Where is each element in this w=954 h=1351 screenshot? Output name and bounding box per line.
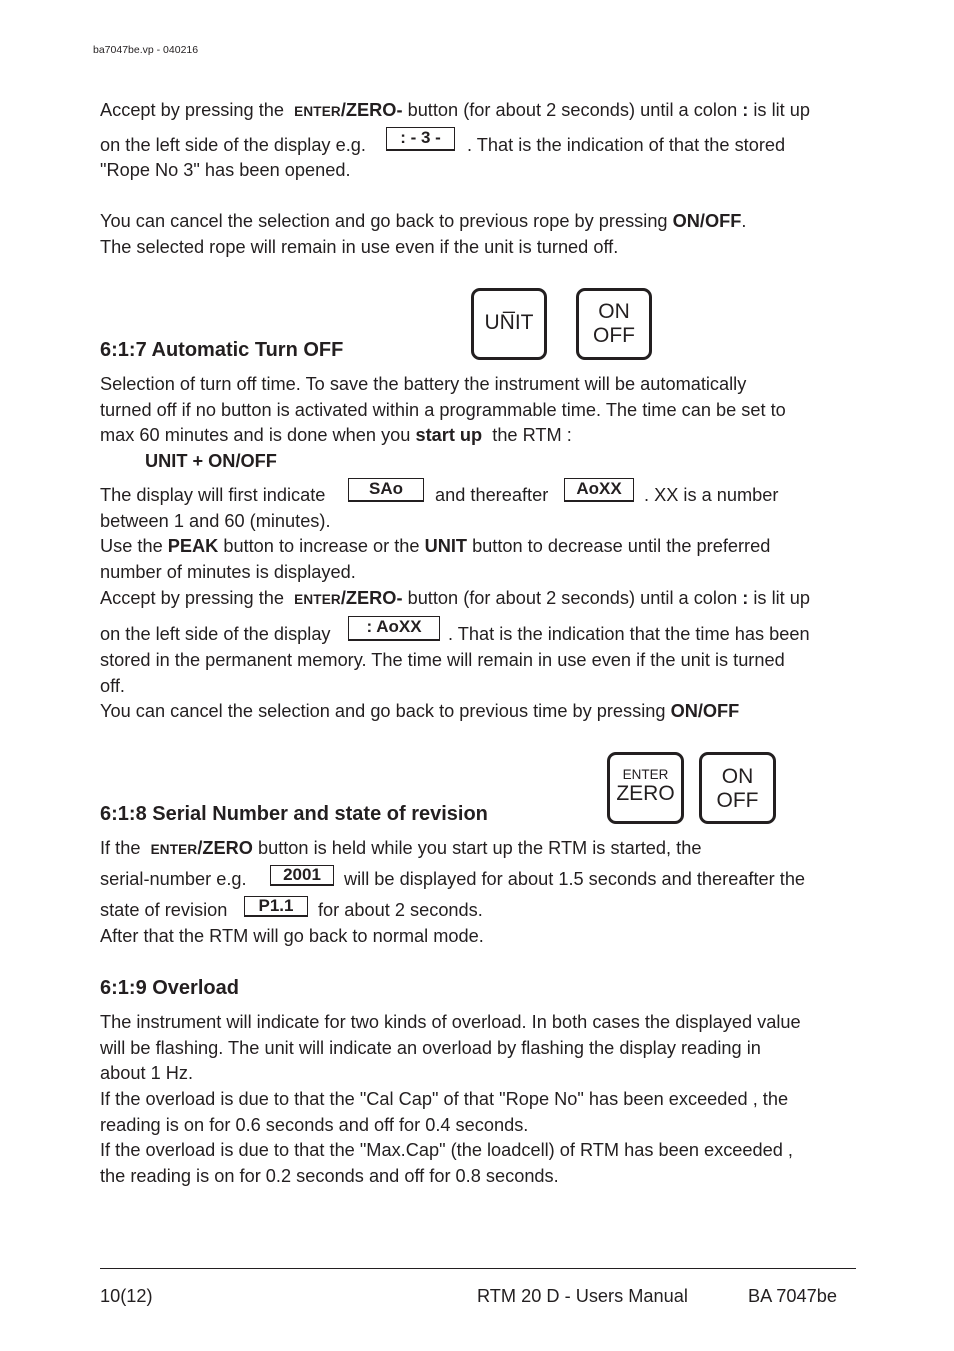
start-up-label: start up: [415, 425, 483, 445]
off-label: OFF: [593, 324, 635, 347]
sec8-line-2b: will be displayed for about 1.5 seconds and thereafter the: [344, 869, 806, 889]
unit-key-icon: [471, 288, 547, 360]
text: Accept by pressing the: [100, 588, 284, 608]
minus-sign: _: [503, 291, 515, 314]
colon: :: [742, 588, 749, 608]
sec7-line-4a: The display will first indicate: [100, 485, 326, 505]
sec9-line: will be flashing. The unit will indicate an overload by flashing the display reading in: [100, 1038, 761, 1058]
text: button (for about 2 seconds) until a colon: [407, 588, 738, 608]
enter-key-label: ENTER: [622, 767, 669, 782]
colon: :: [742, 100, 749, 120]
unit-label: UNIT: [424, 536, 467, 556]
sec7-line-3: [100, 423, 572, 449]
text: Accept by pressing the: [100, 100, 284, 120]
enter-label: ENTER: [150, 842, 198, 857]
text: max 60 minutes and is done when you: [100, 425, 411, 445]
display-sao: SAo: [348, 478, 424, 502]
onoff-label: ON/OFF: [672, 211, 742, 231]
sec9-line: the reading is on for 0.2 seconds and off for 0.8 seconds.: [100, 1166, 559, 1186]
on-label: ON: [598, 300, 630, 323]
sec9-line: about 1 Hz.: [100, 1063, 194, 1083]
sec7-line-1: Selection of turn off time. To save the battery the instrument will be automatically: [100, 374, 747, 394]
peak-label: PEAK: [167, 536, 219, 556]
intro-line-1: [100, 98, 810, 125]
intro-line-4: [100, 209, 746, 235]
sec7-line-10: stored in the permanent memory. The time will remain in use even if the unit is turned: [100, 650, 785, 670]
sec7-line-2: turned off if no button is activated within a programmable time. The time can be set to: [100, 400, 786, 420]
sec7-line-4c: . XX is a number: [644, 485, 779, 505]
text: button to increase or the: [223, 536, 420, 556]
sec9-line: reading is on for 0.6 seconds and off for 0.4 seconds.: [100, 1115, 529, 1135]
sec8-line-2a: serial-number e.g.: [100, 869, 247, 889]
text: button to decrease until the preferred: [472, 536, 771, 556]
section-heading-overload: 6:1:9 Overload: [100, 977, 239, 999]
sec7-line-7: number of minutes is displayed.: [100, 562, 356, 582]
text: .: [741, 211, 747, 231]
enter-zero-key-icon: [607, 752, 684, 824]
sec7-line-9b: . That is the indication that the time has been: [448, 624, 810, 644]
sec7-line-5: between 1 and 60 (minutes).: [100, 511, 331, 531]
key-combination: UNIT + ON/OFF: [145, 451, 277, 471]
intro-line-2a: on the left side of the display e.g.: [100, 135, 366, 155]
text: button is held while you start up the RTM is started, the: [257, 838, 702, 858]
sec7-line-4b: and thereafter: [435, 485, 549, 505]
enter-label: ENTER: [294, 104, 341, 119]
sec8-line-1: [100, 836, 701, 863]
section-heading-serial: 6:1:8 Serial Number and state of revision: [100, 803, 488, 825]
onoff-key-icon: [576, 288, 652, 360]
sec7-line-9a: on the left side of the display: [100, 624, 331, 644]
display-aoxx: AoXX: [564, 478, 634, 502]
onoff-label: ON/OFF: [670, 701, 740, 721]
sec9-line: If the overload is due to that the "Max.Cap" (the loadcell) of RTM has been exceeded ,: [100, 1140, 793, 1160]
sec7-line-11: off.: [100, 676, 125, 696]
document-code: BA 7047be: [748, 1286, 838, 1306]
sec7-line-6: [100, 534, 770, 560]
sec8-line-3a: state of revision: [100, 900, 228, 920]
footer-rule: [100, 1268, 856, 1269]
text: You can cancel the selection and go back to previous time by pressing: [100, 701, 666, 721]
sec8-line-3b: for about 2 seconds.: [318, 900, 483, 920]
zero-key-label: ZERO: [616, 782, 675, 805]
text: Use the: [100, 536, 163, 556]
zero-label: /ZERO-: [340, 588, 403, 608]
display-revision: P1.1: [244, 896, 308, 917]
text: is lit up: [753, 100, 810, 120]
sec9-line: The instrument will indicate for two kinds of overload. In both cases the displayed value: [100, 1012, 801, 1032]
sec8-line-4: After that the RTM will go back to normal mode.: [100, 926, 484, 946]
display-colon-aoxx: : AoXX: [348, 616, 440, 641]
intro-line-2b: . That is the indication of that the stored: [467, 135, 786, 155]
unit-key-label: UNIT: [484, 311, 534, 334]
text: You can cancel the selection and go back to previous rope by pressing: [100, 211, 668, 231]
manual-title: RTM 20 D - Users Manual: [477, 1286, 688, 1306]
intro-line-3: "Rope No 3" has been opened.: [100, 160, 351, 180]
page-number: 10(12): [100, 1286, 153, 1306]
enter-label: ENTER: [294, 592, 341, 607]
display-rope-3: : - 3 -: [386, 127, 455, 151]
text: button (for about 2 seconds) until a colon: [407, 100, 738, 120]
file-tag: ba7047be.vp - 040216: [93, 44, 199, 56]
on-label: ON: [721, 765, 754, 788]
sec9-line: If the overload is due to that the "Cal Cap" of that "Rope No" has been exceeded , the: [100, 1089, 789, 1109]
text: the RTM :: [492, 425, 572, 445]
sec7-line-12: [100, 699, 739, 725]
off-label: OFF: [716, 789, 759, 812]
onoff-key-icon: [699, 752, 776, 824]
text: If the: [100, 838, 141, 858]
zero-label: /ZERO-: [340, 100, 403, 120]
text: is lit up: [753, 588, 810, 608]
zero-label: /ZERO: [197, 838, 253, 858]
intro-line-5: The selected rope will remain in use even if the unit is turned off.: [100, 237, 619, 257]
display-serial: 2001: [270, 865, 334, 886]
sec7-line-8: [100, 586, 810, 613]
section-heading-turn-off: 6:1:7 Automatic Turn OFF: [100, 339, 344, 361]
